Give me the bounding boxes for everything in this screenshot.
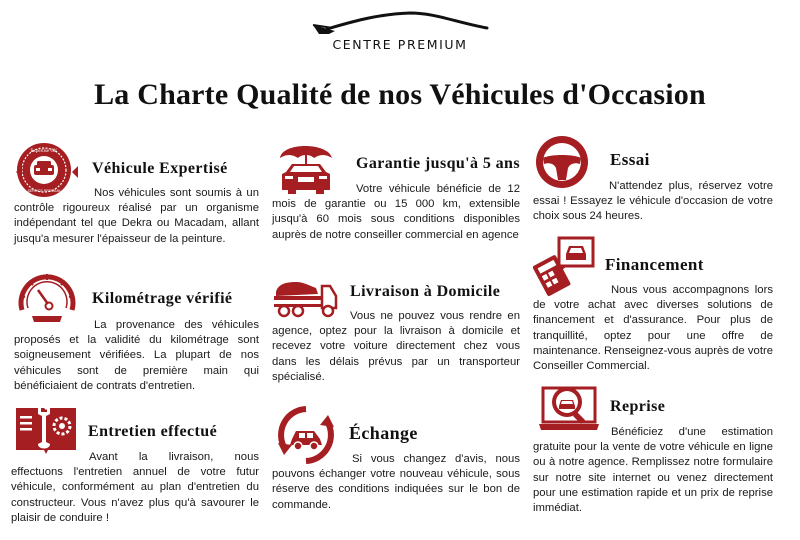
- section-reprise: [533, 380, 773, 520]
- page-title: La Charte Qualité de nos Véhicules d'Occasion: [94, 78, 706, 111]
- section-title: Livraison à Domicile: [350, 283, 501, 300]
- section-text: N'attendez plus, réservez votre essai ! Essayez le véhicule d'occasion de votre choix sous 24 heures.: [533, 180, 773, 223]
- section-text: Avant la livraison, nous effectuons l'entretien annuel de votre futur véhicule, conformément au plan d'entretien du constructeur. Vous n'avez plus qu'à savourer le plaisir de conduire !: [11, 451, 259, 524]
- car-silhouette-icon: [305, 10, 495, 36]
- brand-logo: [300, 10, 500, 60]
- section-text: Si vous changez d'avis, nous pouvons échanger votre nouveau véhicule, sous réserve des conditions indiquées sur le bon de commande.: [272, 453, 520, 511]
- section-entretien: [11, 402, 259, 530]
- section-vehicule-expertise: [14, 140, 259, 265]
- section-livraison: [272, 278, 520, 388]
- speedometer-icon: [16, 272, 78, 324]
- section-title: Garantie jusqu'à 5 ans: [356, 155, 520, 172]
- section-kilometrage: [14, 272, 259, 397]
- svg-text:SERVICE PREMIUM: SERVICE PREMIUM: [27, 189, 61, 193]
- section-text: Bénéficiez d'une estimation gratuite pour la vente de votre véhicule en ligne ou à notre agence. Remplissez notre formulaire sur notre site internet ou venez directement pour une estimation rapide et un prix de reprise immédiat.: [533, 426, 773, 515]
- section-text: Nos véhicules sont soumis à un contrôle rigoureux réalisé par un organisme indépendant tel que Dekra ou Macadam, allant jusqu'a mesurer l'épaisseur de la peinture.: [14, 187, 259, 245]
- section-title: Véhicule Expertisé: [92, 160, 228, 177]
- section-title: Échange: [349, 423, 418, 443]
- section-text: Votre véhicule bénéficie de 12 mois de garantie ou 15 000 km, extensible jusqu'à 60 mois sous conditions disponibles auprès de notre conseiller commercial en agence: [272, 183, 520, 241]
- section-title: Reprise: [610, 398, 666, 415]
- section-garantie: [272, 138, 520, 263]
- brand-name: CENTRE PREMIUM: [332, 37, 468, 52]
- section-text: Vous ne pouvez vous rendre en agence, optez pour la livraison à domicile et recevez votre voiture directement chez vous dans les délais prévus par un transporteur spécialisé.: [272, 310, 520, 383]
- section-essai: [533, 134, 773, 229]
- section-title: Financement: [605, 255, 704, 274]
- svg-text:Expertise OK: Expertise OK: [30, 149, 58, 154]
- section-financement: [533, 236, 773, 376]
- section-title: Entretien effectué: [88, 423, 218, 440]
- section-echange: [272, 403, 520, 518]
- section-title: Kilométrage vérifié: [92, 290, 233, 307]
- section-text: Nous vous accompagnons lors de votre achat avec diverses solutions de financement et d'assurance. Pour plus de tranquillité, optez pour une offre de maintenance. Renseignez-vous auprès de votre Conseiller Commercial.: [533, 284, 773, 373]
- section-title: Essai: [610, 150, 650, 169]
- section-text: La provenance des véhicules proposés et la validité du kilométrage sont soigneusement vérifiées. La plupart de nos véhicules sont de première main qui bénéficiaient de contrats d'entretien.: [14, 319, 259, 392]
